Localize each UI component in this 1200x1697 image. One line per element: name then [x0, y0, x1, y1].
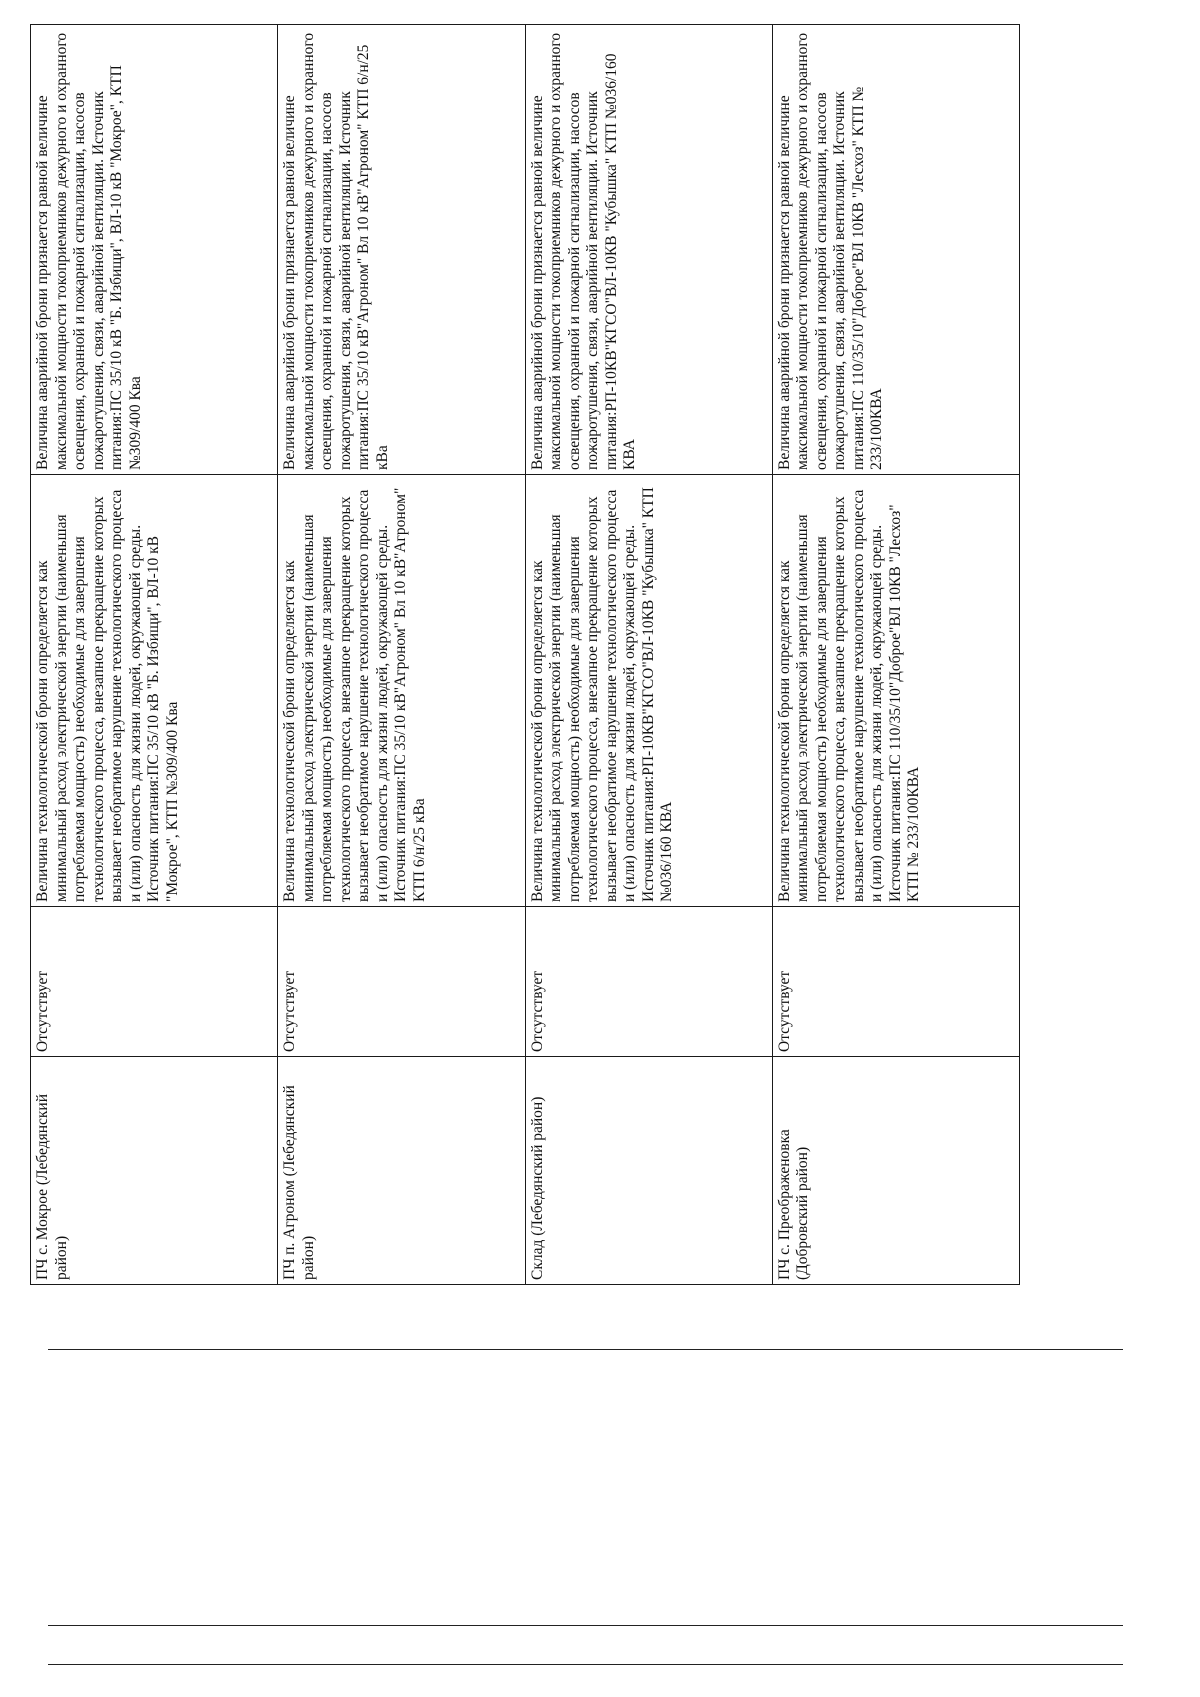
rotated-table-frame — [30, 25, 1020, 1285]
emergency-reserve-cell: Величина аварийной брони признается равной величине максимальной мощности токоприемников дежурного и охранного освещения, охранной и пожарной сигнализации, насосов пожаротушения, связи, аварийной вентиляции. Источник питания:РП-10КВ"КГСО"ВЛ-10КВ "Кубышка" КТП №036/160 КВА — [525, 25, 772, 475]
status-cell: Отсутствует — [278, 907, 525, 1057]
table-row — [31, 25, 278, 1285]
table-row — [525, 25, 772, 1285]
status-cell: Отсутствует — [772, 907, 1019, 1057]
object-cell: Склад (Лебедянский район) — [525, 1057, 772, 1285]
status-cell: Отсутствует — [31, 907, 278, 1057]
emergency-reserve-cell: Величина аварийной брони признается равной величине максимальной мощности токоприемников дежурного и охранного освещения, охранной и пожарной сигнализации, насосов пожаротушения, связи, аварийной вентиляции. Источник питания:ПС 35/10 кВ"Агроном" Вл 10 кВ"Агроном" КТП 6/н/25 кВа — [278, 25, 525, 475]
status-cell: Отсутствует — [525, 907, 772, 1057]
object-cell: ПЧ с. Преображеновка (Добровский район) — [772, 1057, 1019, 1285]
table-row — [772, 25, 1019, 1285]
reserve-table — [30, 24, 1020, 1285]
object-cell: ПЧ п. Агроном (Лебедянский район) — [278, 1057, 525, 1285]
horizontal-rule — [48, 1349, 1123, 1350]
tech-reserve-cell: Величина технологической брони определяется как минимальный расход электрической энергии (наименьшая потребляемая мощность) необходимые для завершения технологического процесса, внезапное прекращение которых вызывает необратимое нарушение технологического процесса и (или) опасность для жизни людей, окружающей среды. Источник питания:РП-10КВ"КГСО"ВЛ-10КВ "Кубышка" КТП №036/160 КВА — [525, 475, 772, 907]
tech-reserve-cell: Величина технологической брони определяется как минимальный расход электрической энергии (наименьшая потребляемая мощность) необходимые для завершения технологического процесса, внезапное прекращение которых вызывает необратимое нарушение технологического процесса и (или) опасность для жизни людей, окружающей среды. Источник питания:ПС 110/35/10"Доброе"ВЛ 10КВ "Лесхоз" КТП № 233/100КВА — [772, 475, 1019, 907]
table-row — [278, 25, 525, 1285]
object-cell: ПЧ с. Мокрое (Лебедянский район) — [31, 1057, 278, 1285]
horizontal-rule — [48, 1625, 1123, 1626]
horizontal-rule — [48, 1664, 1123, 1665]
emergency-reserve-cell: Величина аварийной брони признается равной величине максимальной мощности токоприемников дежурного и охранного освещения, охранной и пожарной сигнализации, насосов пожаротушения, связи, аварийной вентиляции. Источник питания:ПС 110/35/10"Доброе"ВЛ 10КВ "Лесхоз" КТП № 233/100КВА — [772, 25, 1019, 475]
tech-reserve-cell: Величина технологической брони определяется как минимальный расход электрической энергии (наименьшая потребляемая мощность) необходимые для завершения технологического процесса, внезапное прекращение которых вызывает необратимое нарушение технологического процесса и (или) опасность для жизни людей, окружающей среды. Источник питания:ПС 35/10 кВ "Б. Избищи", ВЛ-10 кВ "Мокрое", КТП №309/400 Ква — [31, 475, 278, 907]
emergency-reserve-cell: Величина аварийной брони признается равной величине максимальной мощности токоприемников дежурного и охранного освещения, охранной и пожарной сигнализации, насосов пожаротушения, связи, аварийной вентиляции. Источник питания:ПС 35/10 кВ "Б. Избищи", ВЛ-10 кВ "Мокрое", КТП №309/400 Ква — [31, 25, 278, 475]
tech-reserve-cell: Величина технологической брони определяется как минимальный расход электрической энергии (наименьшая потребляемая мощность) необходимые для завершения технологического процесса, внезапное прекращение которых вызывает необратимое нарушение технологического процесса и (или) опасность для жизни людей, окружающей среды. Источник питания:ПС 35/10 кВ"Агроном" Вл 10 кВ"Агроном" КТП 6/н/25 кВа — [278, 475, 525, 907]
